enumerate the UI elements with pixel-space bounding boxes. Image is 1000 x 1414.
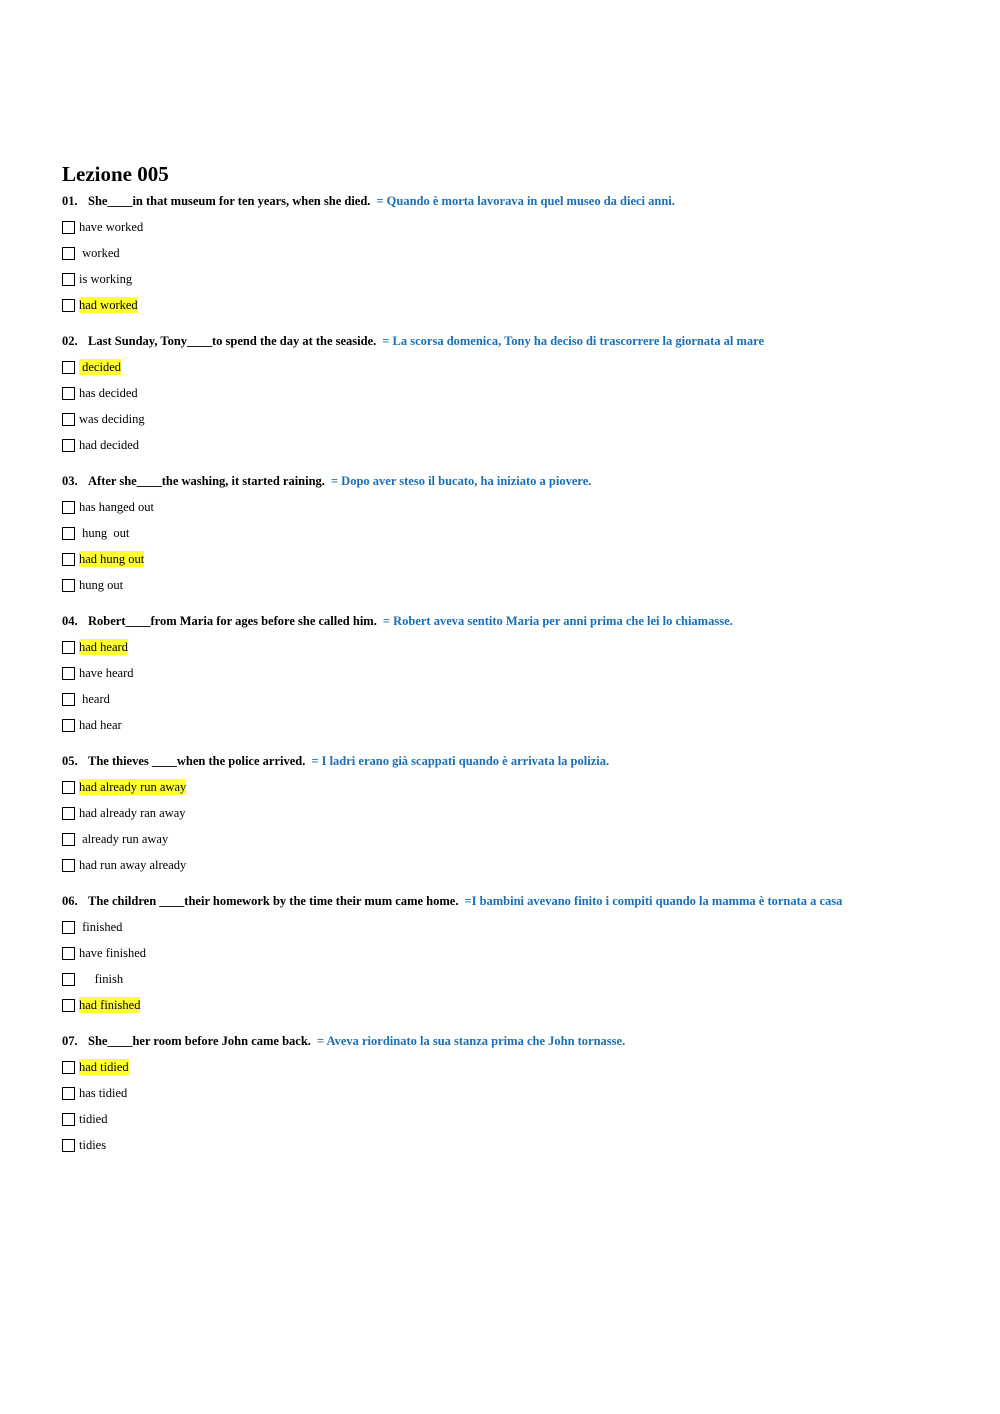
- answer-option[interactable]: [62, 971, 962, 987]
- answer-option[interactable]: [62, 1085, 962, 1101]
- answer-label: have heard: [79, 666, 134, 680]
- checkbox-icon[interactable]: [62, 527, 75, 540]
- correct-answer-label: had tidied: [79, 1060, 129, 1074]
- question-text: The thieves ____when the police arrived.: [88, 754, 306, 768]
- answer-option[interactable]: [62, 577, 962, 593]
- answer-option[interactable]: [62, 437, 962, 453]
- checkbox-icon[interactable]: [62, 413, 75, 426]
- question-2: [62, 333, 962, 453]
- answer-label: finish: [79, 972, 124, 986]
- quiz-page: [62, 162, 962, 1173]
- answer-label: tidied: [79, 1112, 108, 1126]
- checkbox-icon[interactable]: [62, 641, 75, 654]
- question-number: 04.: [62, 614, 78, 628]
- answer-label: have finished: [79, 946, 146, 960]
- answer-label: finished: [79, 920, 123, 934]
- question-text: The children ____their homework by the time their mum came home.: [88, 894, 459, 908]
- question-line: [62, 193, 962, 209]
- answer-label: had already ran away: [79, 806, 186, 820]
- question-line: [62, 1033, 962, 1049]
- question-number: 02.: [62, 334, 78, 348]
- question-translation: = Dopo aver steso il bucato, ha iniziato a piovere.: [330, 474, 592, 488]
- correct-answer-label: had already run away: [79, 780, 187, 794]
- lesson-title: Lezione 005: [62, 162, 169, 186]
- question-number: 07.: [62, 1034, 78, 1048]
- question-text: Last Sunday, Tony____to spend the day at the seaside.: [88, 334, 377, 348]
- question-line: [62, 333, 962, 349]
- answer-option[interactable]: [62, 245, 962, 261]
- question-line: [62, 613, 962, 629]
- checkbox-icon[interactable]: [62, 693, 75, 706]
- answer-option[interactable]: [62, 717, 962, 733]
- answer-label: has decided: [79, 386, 138, 400]
- answer-label: worked: [79, 246, 120, 260]
- answer-option[interactable]: [62, 691, 962, 707]
- answer-option[interactable]: [62, 831, 962, 847]
- answer-label: had run away already: [79, 858, 187, 872]
- question-line: [62, 753, 962, 769]
- answer-option[interactable]: [62, 665, 962, 681]
- answer-option[interactable]: [62, 525, 962, 541]
- answer-label: hung out: [79, 526, 130, 540]
- answer-option[interactable]: [62, 1059, 962, 1075]
- answer-option[interactable]: [62, 1111, 962, 1127]
- checkbox-icon[interactable]: [62, 833, 75, 846]
- question-translation: = La scorsa domenica, Tony ha deciso di trascorrere la giornata al mare: [382, 334, 765, 348]
- checkbox-icon[interactable]: [62, 273, 75, 286]
- question-list: [62, 193, 962, 1153]
- answer-option[interactable]: [62, 639, 962, 655]
- checkbox-icon[interactable]: [62, 1139, 75, 1152]
- question-3: [62, 473, 962, 593]
- answer-label: was deciding: [79, 412, 145, 426]
- answer-option[interactable]: [62, 359, 962, 375]
- checkbox-icon[interactable]: [62, 999, 75, 1012]
- answer-label: tidies: [79, 1138, 107, 1152]
- answer-option[interactable]: [62, 805, 962, 821]
- checkbox-icon[interactable]: [62, 947, 75, 960]
- checkbox-icon[interactable]: [62, 1087, 75, 1100]
- answer-option[interactable]: [62, 385, 962, 401]
- answer-option[interactable]: [62, 411, 962, 427]
- question-line: [62, 893, 962, 909]
- checkbox-icon[interactable]: [62, 247, 75, 260]
- question-translation: = Aveva riordinato la sua stanza prima che John tornasse.: [316, 1034, 626, 1048]
- correct-answer-label: had hung out: [79, 552, 145, 566]
- question-text: She____in that museum for ten years, when she died.: [88, 194, 371, 208]
- checkbox-icon[interactable]: [62, 921, 75, 934]
- answer-label: hung out: [79, 578, 124, 592]
- correct-answer-label: had heard: [79, 640, 128, 654]
- answer-label: had decided: [79, 438, 140, 452]
- question-translation: =I bambini avevano finito i compiti quando la mamma è tornata a casa: [464, 894, 843, 908]
- answer-label: already run away: [79, 832, 169, 846]
- answer-label: have worked: [79, 220, 144, 234]
- answer-option[interactable]: [62, 945, 962, 961]
- question-line: [62, 473, 962, 489]
- question-number: 05.: [62, 754, 78, 768]
- checkbox-icon[interactable]: [62, 859, 75, 872]
- answer-option[interactable]: [62, 779, 962, 795]
- answer-option[interactable]: [62, 997, 962, 1013]
- checkbox-icon[interactable]: [62, 667, 75, 680]
- question-5: [62, 753, 962, 873]
- checkbox-icon[interactable]: [62, 781, 75, 794]
- question-4: [62, 613, 962, 733]
- answer-label: is working: [79, 272, 133, 286]
- checkbox-icon[interactable]: [62, 973, 75, 986]
- answer-label: heard: [79, 692, 110, 706]
- checkbox-icon[interactable]: [62, 387, 75, 400]
- answer-label: has hanged out: [79, 500, 154, 514]
- answer-label: has tidied: [79, 1086, 128, 1100]
- question-translation: = Quando è morta lavorava in quel museo da dieci anni.: [376, 194, 675, 208]
- checkbox-icon[interactable]: [62, 501, 75, 514]
- answer-option[interactable]: [62, 271, 962, 287]
- checkbox-icon[interactable]: [62, 1113, 75, 1126]
- answer-option[interactable]: [62, 219, 962, 235]
- question-number: 03.: [62, 474, 78, 488]
- checkbox-icon[interactable]: [62, 807, 75, 820]
- question-1: [62, 193, 962, 313]
- question-number: 06.: [62, 894, 78, 908]
- question-number: 01.: [62, 194, 78, 208]
- correct-answer-label: had finished: [79, 998, 141, 1012]
- question-text: She____her room before John came back.: [88, 1034, 311, 1048]
- question-translation: = Robert aveva sentito Maria per anni prima che lei lo chiamasse.: [382, 614, 733, 628]
- answer-label: had hear: [79, 718, 122, 732]
- correct-answer-label: decided: [79, 360, 121, 374]
- checkbox-icon[interactable]: [62, 439, 75, 452]
- answer-option[interactable]: [62, 919, 962, 935]
- question-text: Robert____from Maria for ages before she called him.: [88, 614, 377, 628]
- question-text: After she____the washing, it started raining.: [88, 474, 325, 488]
- checkbox-icon[interactable]: [62, 553, 75, 566]
- question-7: [62, 1033, 962, 1153]
- checkbox-icon[interactable]: [62, 1061, 75, 1074]
- checkbox-icon[interactable]: [62, 719, 75, 732]
- question-translation: = I ladri erano già scappati quando è arrivata la polizia.: [311, 754, 610, 768]
- answer-option[interactable]: [62, 499, 962, 515]
- checkbox-icon[interactable]: [62, 579, 75, 592]
- checkbox-icon[interactable]: [62, 299, 75, 312]
- checkbox-icon[interactable]: [62, 361, 75, 374]
- answer-option[interactable]: [62, 1137, 962, 1153]
- answer-option[interactable]: [62, 297, 962, 313]
- correct-answer-label: had worked: [79, 298, 138, 312]
- answer-option[interactable]: [62, 857, 962, 873]
- question-6: [62, 893, 962, 1013]
- answer-option[interactable]: [62, 551, 962, 567]
- checkbox-icon[interactable]: [62, 221, 75, 234]
